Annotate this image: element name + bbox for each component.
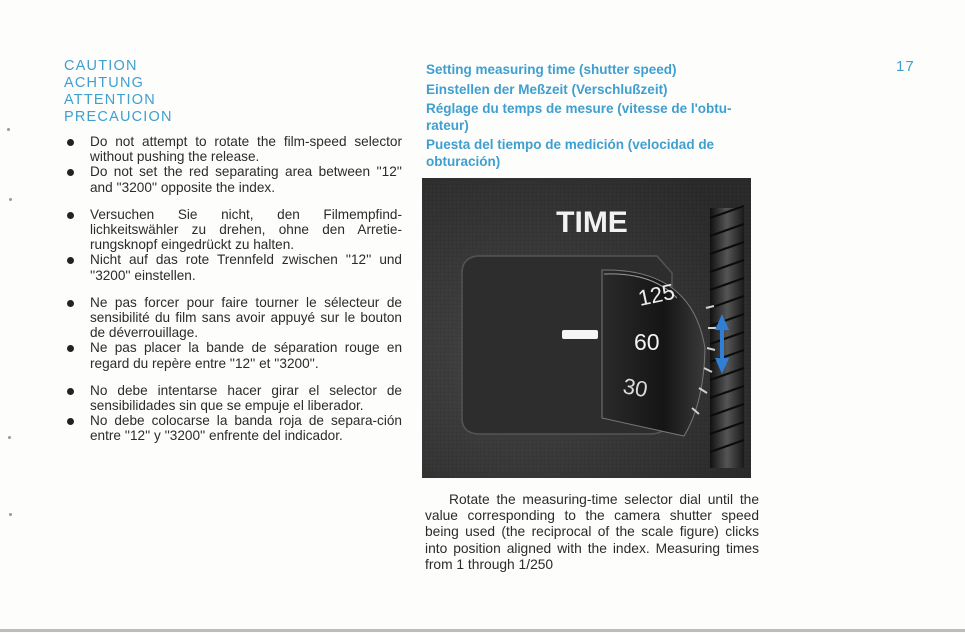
heading-en: Setting measuring time (shutter speed) — [426, 62, 677, 77]
bullet-dot — [67, 345, 74, 352]
caution-fr: ATTENTION — [64, 92, 156, 108]
bullet-dot — [67, 169, 74, 176]
bullet-text: Versuchen Sie nicht, den Filmempfind-lichkeitswähler zu drehen, ohne den Arretie-rungsknopf eingedrückt zu halten. — [90, 206, 402, 253]
bullet-text: Do not set the red separating area between ''12'' and ''3200'' opposite the index. — [90, 164, 402, 195]
bullet-text: Ne pas placer la bande de séparation rouge en regard du repère entre ''12'' et ''3200''. — [90, 340, 402, 371]
time-dial-illustration — [422, 178, 751, 478]
time-label: TIME — [556, 206, 628, 239]
caution-es: PRECAUCION — [64, 109, 173, 125]
bullet-text: Ne pas forcer pour faire tourner le sélecteur de sensibilité du film sans avoir appuyé sur le bouton de déverrouillage. — [90, 294, 402, 341]
bullet-item — [64, 413, 402, 443]
bullet-dot — [67, 139, 74, 146]
bullet-dot — [67, 388, 74, 395]
dial-value-125: 125 — [635, 278, 677, 311]
caution-group-es — [64, 383, 402, 444]
time-dial-photo — [422, 178, 751, 478]
scan-speck — [7, 128, 10, 131]
bullet-text: No debe intentarse hacer girar el selector de sensibilidades sin que se empuje el liberador. — [90, 382, 402, 414]
bullet-text: No debe colocarse la banda roja de separa-ción entre ''12'' y ''3200'' enfrente del indicador. — [90, 413, 402, 444]
bullet-dot — [67, 300, 74, 307]
caution-group-de — [64, 207, 402, 283]
bullet-item — [64, 164, 402, 194]
bullet-dot — [67, 418, 74, 425]
caution-de: ACHTUNG — [64, 75, 145, 91]
section-headings — [426, 62, 762, 173]
bullet-dot — [67, 257, 74, 264]
bullet-text: Nicht auf das rote Trennfeld zwischen ''12'' und ''3200'' einstellen. — [90, 252, 402, 283]
caution-group-fr — [64, 295, 402, 371]
caution-en: CAUTION — [64, 58, 138, 74]
heading-es: Puesta del tiempo de medición (velocidad de obturación) — [426, 137, 715, 169]
scan-speck — [9, 513, 12, 516]
bullet-item — [64, 295, 402, 341]
bullet-item — [64, 252, 402, 282]
scan-speck — [9, 198, 12, 201]
body-paragraph: Rotate the measuring-time selector dial until the value corresponding to the camera shutter speed being used (the reciprocal of the scale figure) clicks into position aligned with the index. Measuring times from 1 through 1/250 — [425, 492, 759, 572]
dial-value-60: 60 — [634, 329, 660, 355]
caution-bullet-list — [64, 134, 402, 456]
bullet-item — [64, 383, 402, 413]
page-number: 17 — [896, 58, 915, 75]
scan-speck — [8, 436, 11, 439]
bullet-item — [64, 340, 402, 370]
bullet-item — [64, 134, 402, 164]
caution-group-en — [64, 134, 402, 195]
bullet-dot — [67, 212, 74, 219]
heading-de: Einstellen der Meßzeit (Verschlußzeit) — [426, 81, 668, 97]
caution-heading-group — [64, 58, 324, 126]
dial-value-30: 30 — [621, 373, 650, 403]
index-mark — [562, 330, 598, 339]
heading-fr: Réglage du temps de mesure (vitesse de l'obtu-rateur) — [426, 101, 732, 133]
page-edge — [0, 629, 965, 632]
bullet-text: Do not attempt to rotate the film-speed selector without pushing the release. — [90, 134, 402, 165]
bullet-item — [64, 207, 402, 253]
